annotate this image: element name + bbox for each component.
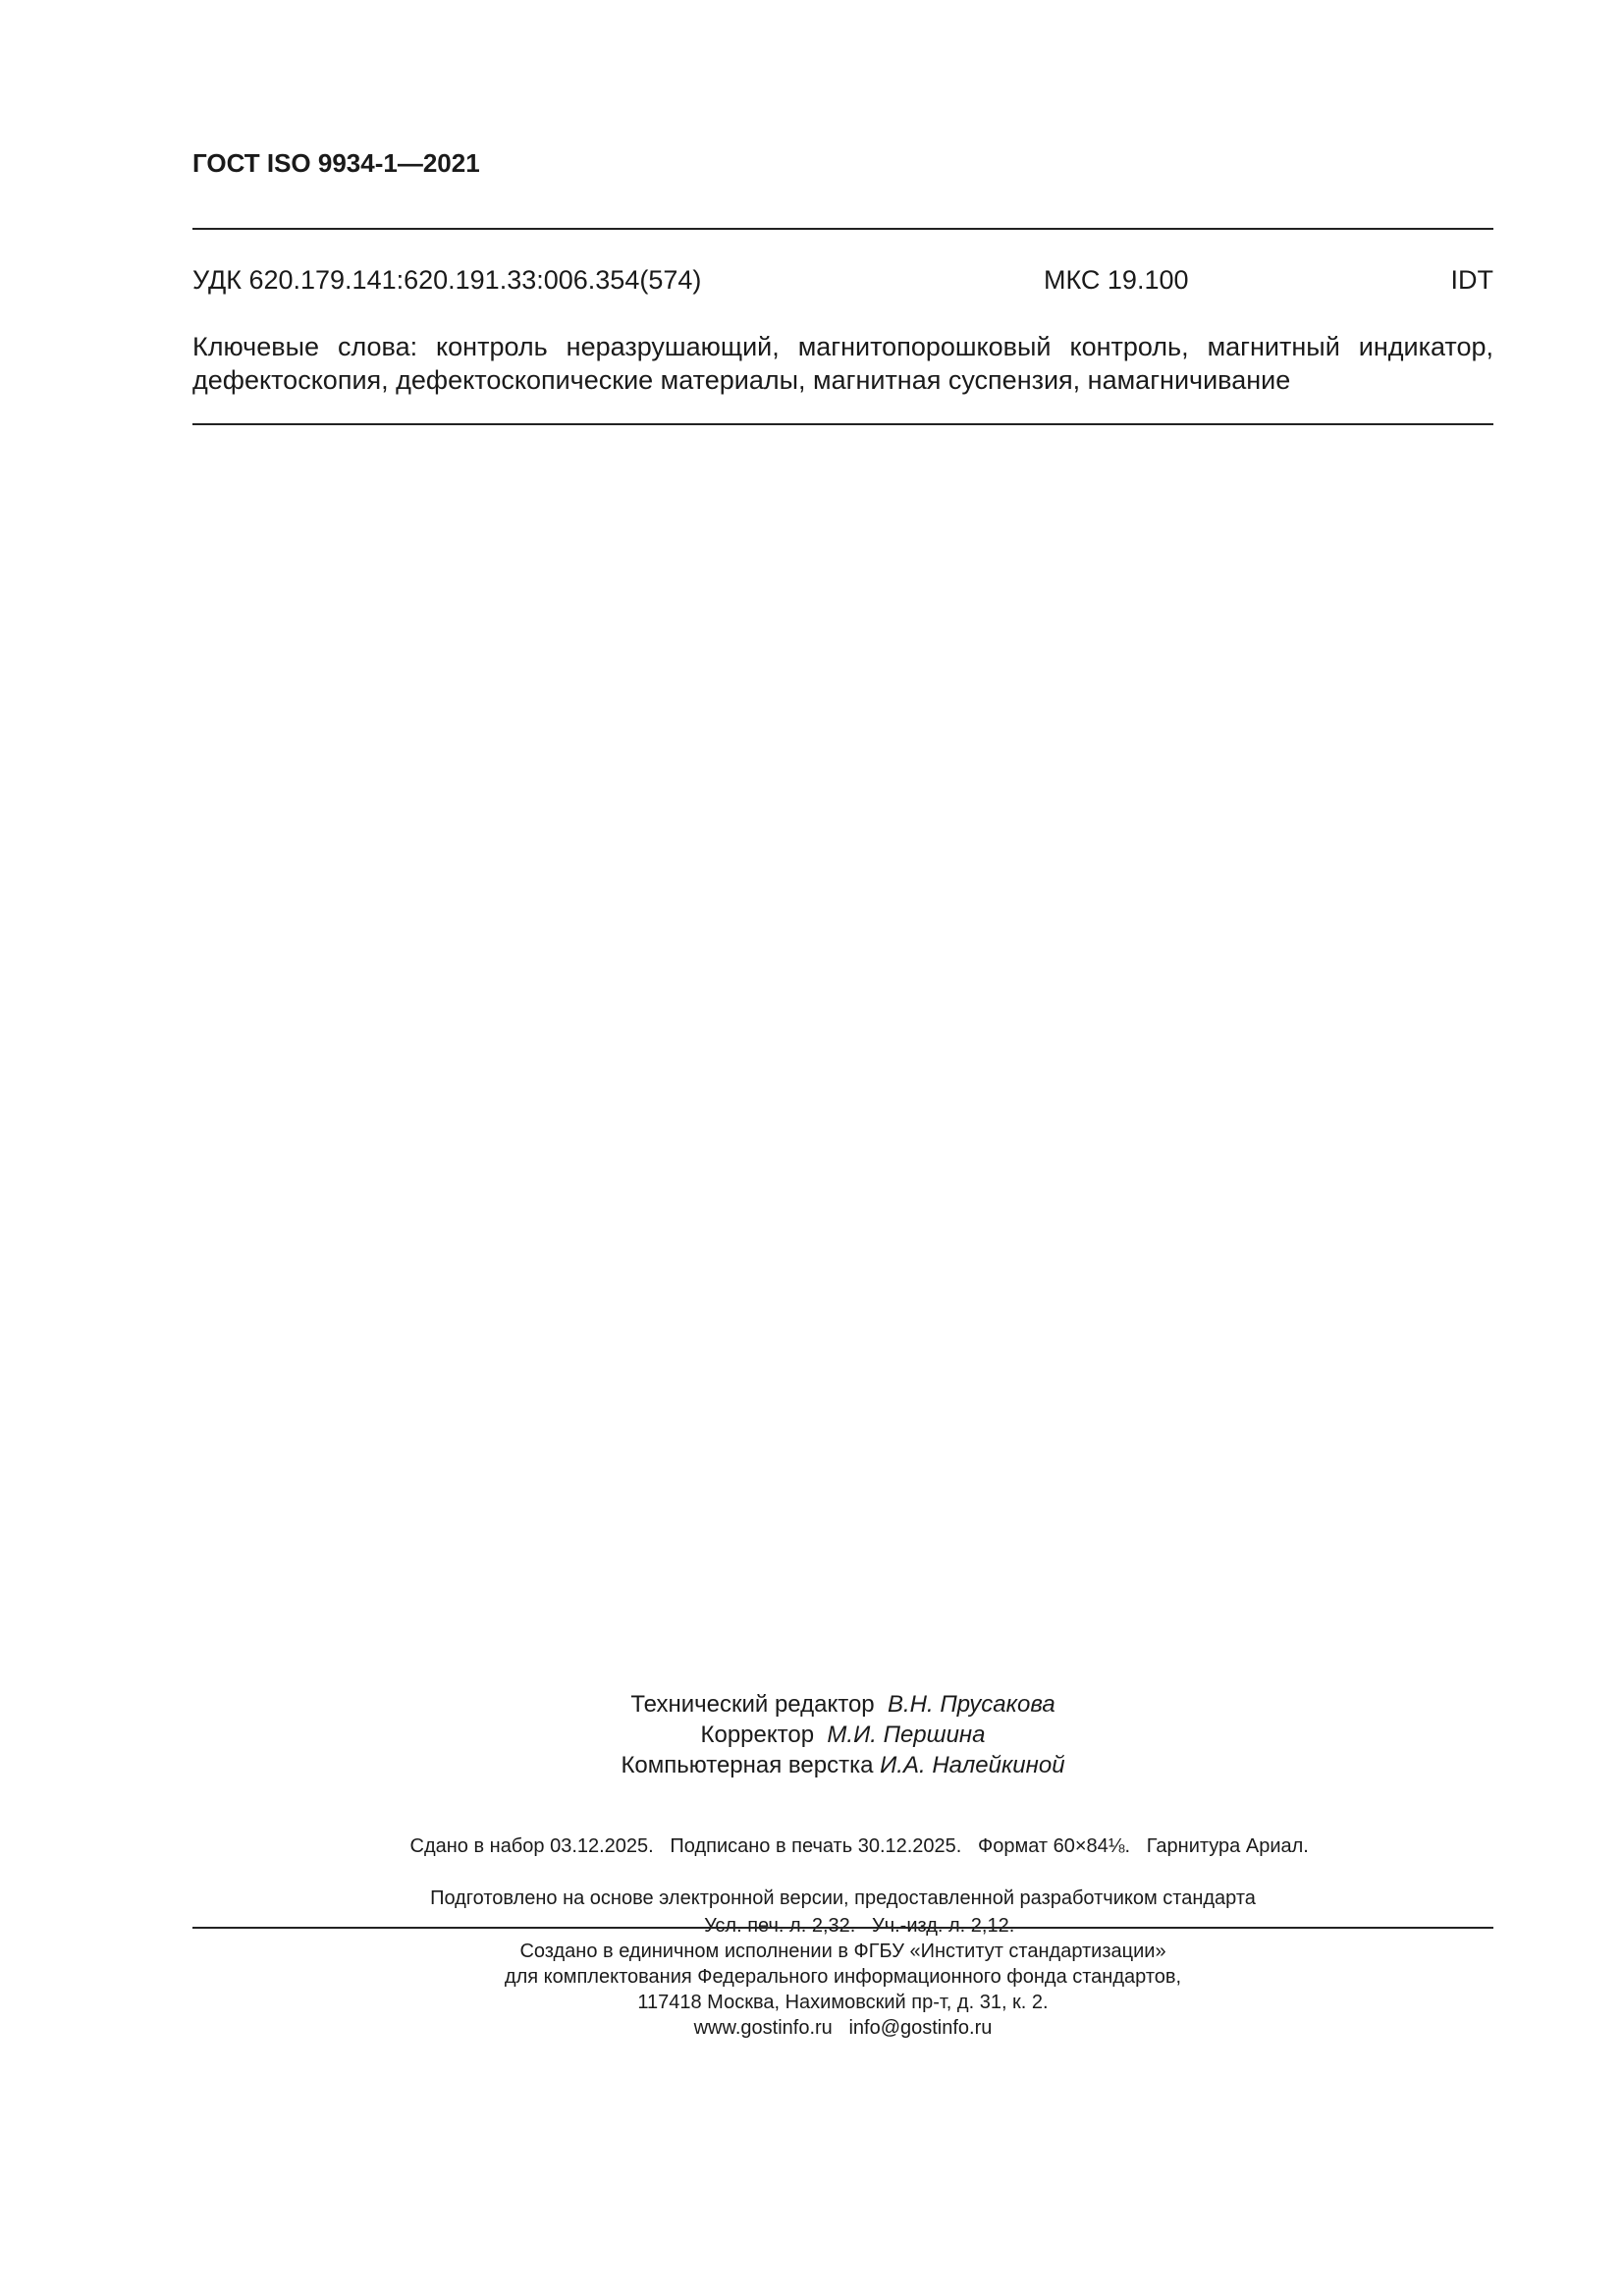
keywords-paragraph: Ключевые слова: контроль неразрушающий, магнитопорошковый контроль, магнитный индикатор, дефектоскопия, дефектоскопические материалы, магнитная суспензия, намагничивание <box>192 332 1493 395</box>
imprint-divider <box>192 1927 1493 1929</box>
publisher-sheets: Уч.-изд. л. 2,12. <box>871 1915 1015 1937</box>
keywords-divider <box>192 423 1493 425</box>
submitted-date: Сдано в набор 03.12.2025. <box>409 1835 654 1857</box>
top-divider <box>192 228 1493 230</box>
print-sheets: Усл. печ. л. 2,32. <box>704 1915 856 1937</box>
tech-editor-line <box>192 1689 1493 1720</box>
udk-code: УДК 620.179.141:620.191.33:006.354(574) <box>192 265 702 295</box>
tech-editor-name: В.Н. Прусакова <box>888 1691 1055 1718</box>
document-code: ГОСТ ISO 9934-1—2021 <box>192 148 480 178</box>
publisher-block <box>192 1939 1493 2041</box>
layout-line <box>192 1750 1493 1780</box>
print-info-line-1 <box>192 1807 1493 1886</box>
signed-date: Подписано в печать 30.12.2025. <box>670 1835 962 1857</box>
website-link[interactable]: www.gostinfo.ru <box>693 2017 833 2039</box>
publisher-contacts <box>192 2015 1493 2041</box>
layout-name: И.А. Налейкиной <box>880 1752 1065 1778</box>
corrector-name: М.И. Першина <box>827 1722 986 1748</box>
prepared-note: Подготовлено на основе электронной версии, предоставленной разработчиком стандарта <box>430 1887 1256 1909</box>
email-link[interactable]: info@gostinfo.ru <box>848 2017 993 2039</box>
publisher-line-1: Создано в единичном исполнении в ФГБУ «Институт стандартизации» <box>519 1941 1166 1962</box>
layout-label: Компьютерная верстка <box>621 1752 874 1778</box>
equivalence-degree: IDT <box>1450 265 1493 295</box>
publisher-address: 117418 Москва, Нахимовский пр-т, д. 31, к. 2. <box>637 1992 1049 2013</box>
tech-editor-label: Технический редактор <box>630 1691 875 1718</box>
editorial-credits <box>192 1689 1493 1780</box>
paper-format: Формат 60×84⅛. <box>978 1835 1131 1857</box>
corrector-label: Корректор <box>700 1722 815 1748</box>
typeface: Гарнитура Ариал. <box>1146 1835 1309 1857</box>
corrector-line <box>192 1720 1493 1750</box>
publisher-line-2: для комплектования Федерального информационного фонда стандартов, <box>504 1966 1182 1988</box>
mks-code: МКС 19.100 <box>1044 265 1189 295</box>
